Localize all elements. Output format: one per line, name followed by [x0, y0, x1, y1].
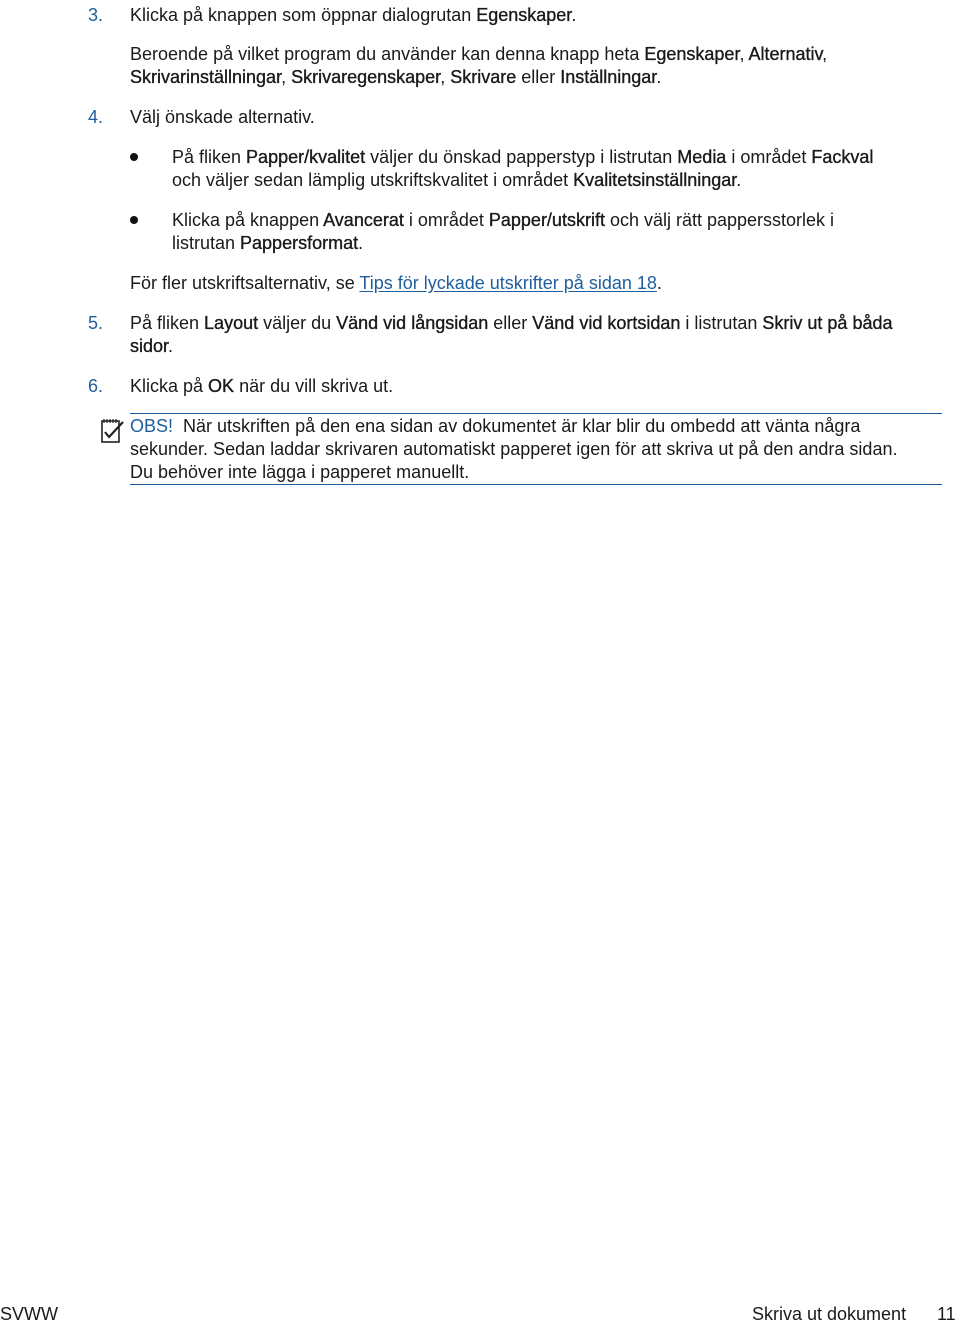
note-text: När utskriften på den ena sidan av dokumentet är klar blir du ombedd att vänta några	[183, 416, 861, 436]
ui-term: Alternativ	[748, 44, 823, 64]
step-5-number: 5.	[88, 313, 104, 333]
bullet	[130, 153, 138, 161]
note-pencil-icon	[100, 417, 126, 445]
bullet-2-line-2	[172, 232, 363, 255]
text: På fliken	[172, 147, 247, 167]
text: ,	[281, 67, 292, 87]
text: och väljer sedan lämplig utskriftskvalitet i området	[172, 170, 574, 190]
text: Beroende på vilket program du använder kan denna knapp heta	[130, 44, 645, 64]
ui-term: Egenskaper	[476, 5, 572, 25]
note-bottom-rule	[130, 484, 942, 485]
ui-term: Skrivaregenskaper	[291, 67, 441, 87]
step-3-number: 3.	[88, 5, 104, 25]
text: .	[358, 233, 364, 253]
step-4-text: Välj önskade alternativ.	[130, 107, 315, 127]
text: ,	[440, 67, 451, 87]
text: På fliken	[130, 313, 205, 333]
ui-term: Skriv ut på båda	[762, 313, 893, 333]
text: eller	[488, 313, 533, 333]
text: .	[168, 336, 174, 356]
tips-link[interactable]: Tips för lyckade utskrifter på sidan 18	[359, 273, 657, 293]
text: Klicka på	[130, 376, 209, 396]
footer-left: SVWW	[0, 1304, 58, 1324]
footer-section-title: Skriva ut dokument	[752, 1304, 907, 1324]
step-3-text	[130, 4, 576, 27]
ui-term: Fackval	[811, 147, 874, 167]
text: väljer du önskad papperstyp i listrutan	[365, 147, 678, 167]
ui-term: Media	[677, 147, 727, 167]
ui-term: sidor	[130, 336, 169, 356]
text: när du vill skriva ut.	[234, 376, 394, 396]
more-options-paragraph	[130, 272, 662, 295]
ui-term: Papper/kvalitet	[246, 147, 366, 167]
ui-term: Vänd vid långsidan	[336, 313, 489, 333]
ui-term: OK	[208, 376, 235, 396]
text: väljer du	[258, 313, 337, 333]
step-5-line-1	[130, 312, 892, 335]
ui-term: Skrivarinställningar	[130, 67, 282, 87]
text: listrutan	[172, 233, 241, 253]
note-line-1	[130, 415, 860, 438]
bullet	[130, 216, 138, 224]
text: ,	[822, 44, 828, 64]
ui-term: Papper/utskrift	[488, 210, 605, 230]
text: .	[571, 5, 577, 25]
note-top-rule	[130, 413, 942, 414]
ui-term: Vänd vid kortsidan	[532, 313, 681, 333]
text: i området	[726, 147, 812, 167]
text: och välj rätt pappersstorlek i	[604, 210, 835, 230]
note-label: OBS!	[130, 416, 174, 436]
text	[173, 416, 183, 436]
step-6-text	[130, 375, 393, 398]
text: i listrutan	[680, 313, 763, 333]
ui-term: Egenskaper	[644, 44, 740, 64]
text: .	[656, 273, 662, 293]
step-5-line-2	[130, 335, 173, 358]
text: .	[656, 67, 662, 87]
step-3-paragraph-line-2	[130, 66, 661, 89]
text: eller	[516, 67, 561, 87]
note-line-2: sekunder. Sedan laddar skrivaren automatiskt papperet igen för att skriva ut på den andra sidan.	[130, 439, 898, 459]
text: .	[736, 170, 742, 190]
ui-term: Pappersformat	[240, 233, 359, 253]
bullet-1-line-1	[172, 146, 873, 169]
step-6-number: 6.	[88, 376, 104, 396]
note-line-3: Du behöver inte lägga i papperet manuellt.	[130, 462, 470, 482]
ui-term: Avancerat	[323, 210, 404, 230]
step-3-paragraph-line-1	[130, 43, 827, 66]
bullet-1-line-2	[172, 169, 741, 192]
text: För fler utskriftsalternativ, se	[130, 273, 360, 293]
footer-page-number: 11	[937, 1304, 956, 1324]
step-4-number: 4.	[88, 107, 104, 127]
bullet-2-line-1	[172, 209, 834, 232]
text: ,	[739, 44, 749, 64]
ui-term: Layout	[204, 313, 259, 333]
text: Klicka på knappen	[172, 210, 324, 230]
ui-term: Kvalitetsinställningar	[573, 170, 737, 190]
ui-term: Skrivare	[450, 67, 517, 87]
text: i området	[403, 210, 489, 230]
ui-term: Inställningar	[560, 67, 657, 87]
text: Klicka på knappen som öppnar dialogrutan	[130, 5, 477, 25]
